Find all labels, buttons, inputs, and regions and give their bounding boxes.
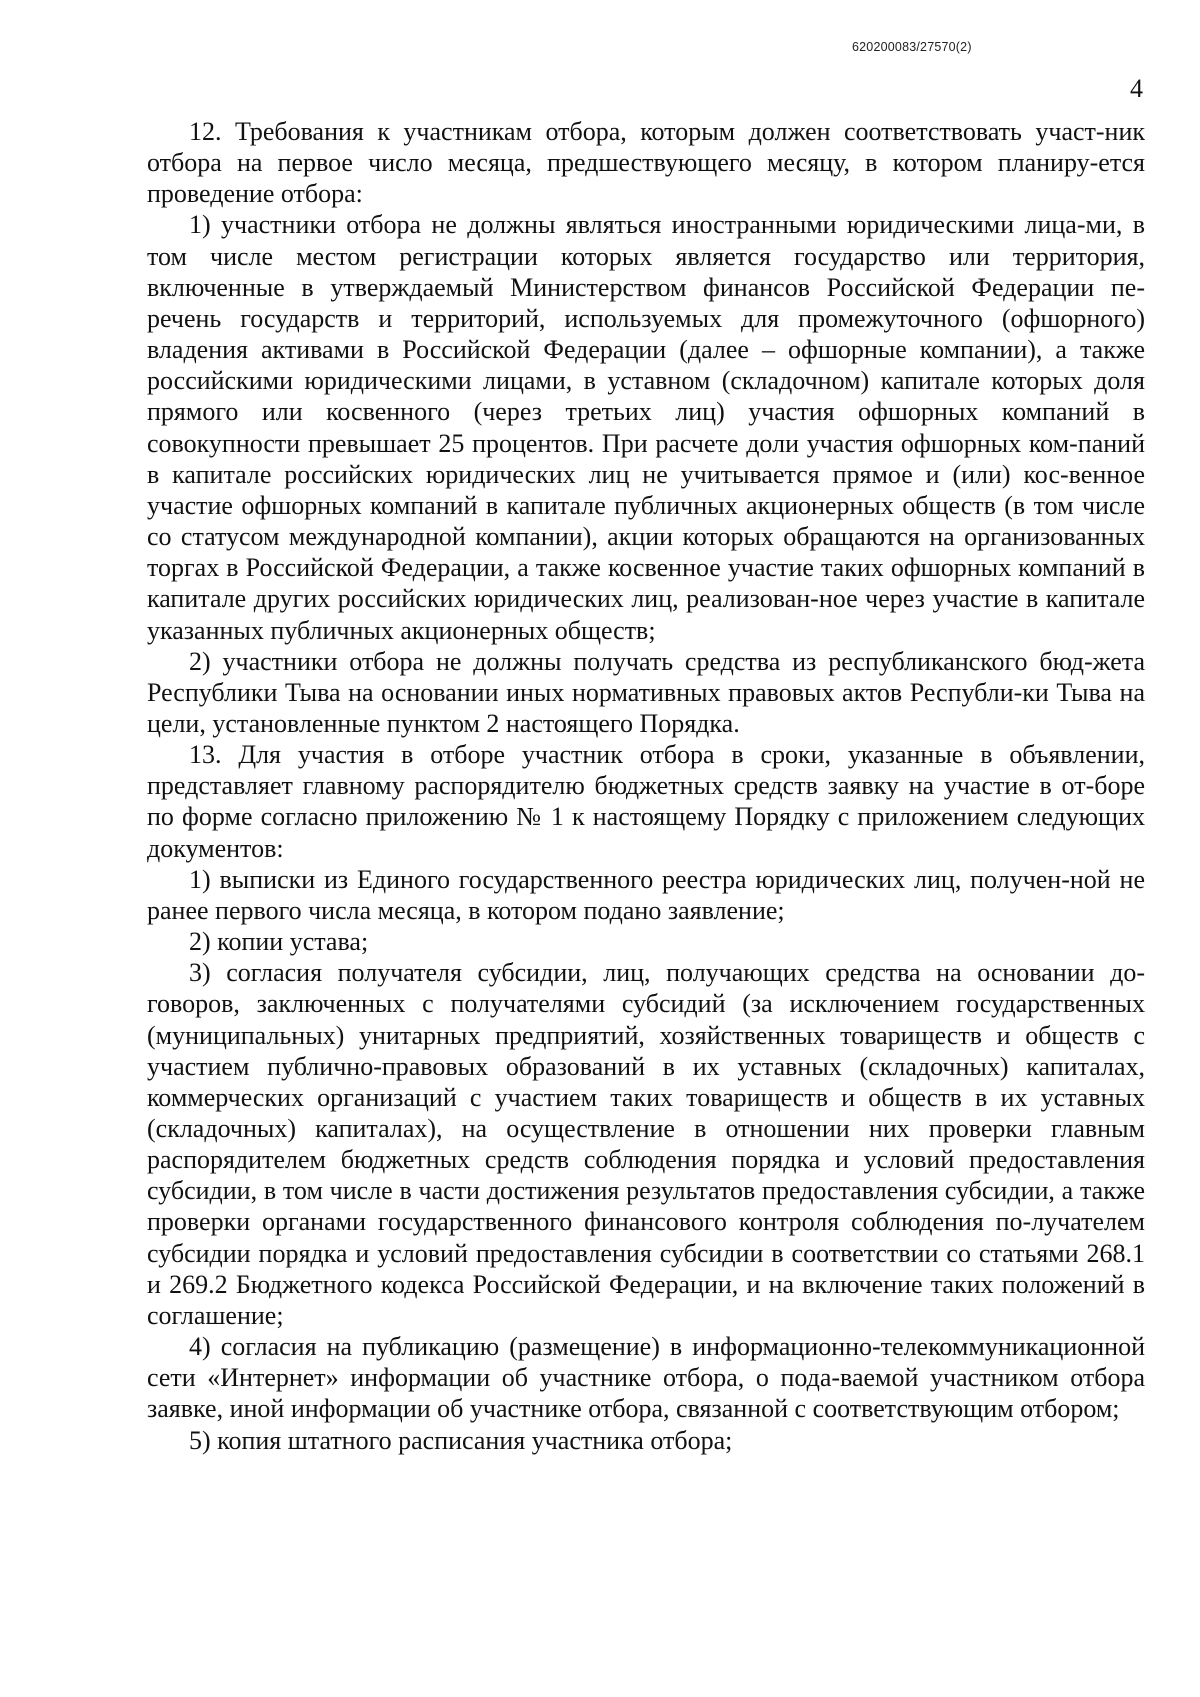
paragraph-13-item-3: 3) согласия получателя субсидии, лиц, получающих средства на основании до-говоров, заключенных с получателями субсидий (за исключением государственных (муниципальных) унитарных предприятий, хозяйственных товариществ и обществ с участием публично-правовых образований в их уставных (складочных) капиталах, коммерческих организаций с участием таких товариществ и обществ в их уставных (складочных) капиталах), на осуществление в отношении них проверки главным распорядителем бюджетных средств соблюдения порядка и условий предоставления субсидии, в том числе в части достижения результатов предоставления субсидии, а также проверки органами государственного финансового контроля соблюдения по-лучателем субсидии порядка и условий предоставления субсидии в соответствии со статьями 268.1 и 269.2 Бюджетного кодекса Российской Федерации, и на включение таких положений в соглашение; <box>147 958 1145 1330</box>
paragraph-13-item-1: 1) выписки из Единого государственного реестра юридических лиц, получен-ной не ранее первого числа месяца, в котором подано заявление; <box>147 864 1145 925</box>
paragraph-13-item-2: 2) копии устава; <box>189 927 369 957</box>
document-id: 620200083/27570(2) <box>852 40 972 54</box>
page-number: 4 <box>1130 74 1143 103</box>
paragraph-12-item-2: 2) участники отбора не должны получать средства из республиканского бюд-жета Республики Тыва на основании иных нормативных правовых актов Республи-ки Тыва на цели, установленные пунктом 2 настоящего Порядка. <box>147 646 1145 738</box>
paragraph-13-item-5: 5) копия штатного расписания участника отбора; <box>189 1425 733 1455</box>
document-body <box>147 116 1145 1456</box>
paragraph-13-application: 13. Для участия в отборе участник отбора в сроки, указанные в объявлении, представляет главному распорядителю бюджетных средств заявку на участие в от-боре по форме согласно приложению № 1 к настоящему Порядку с приложением следующих документов: <box>147 740 1145 863</box>
paragraph-12-requirements: 12. Требования к участникам отбора, которым должен соответствовать участ-ник отбора на первое число месяца, предшествующего месяцу, в котором планиру-ется проведение отбора: <box>147 117 1145 209</box>
paragraph-13-item-4: 4) согласия на публикацию (размещение) в информационно-телекоммуникационной сети «Интернет» информации об участнике отбора, о пода-ваемой участником отбора заявке, иной информации об участнике отбора, связанной с соответствующим отбором; <box>147 1332 1145 1424</box>
paragraph-12-item-1: 1) участники отбора не должны являться иностранными юридическими лица-ми, в том числе местом регистрации которых является государство или территория, включенные в утверждаемый Министерством финансов Российской Федерации пе-речень государств и территорий, используемых для промежуточного (офшорного) владения активами в Российской Федерации (далее – офшорные компании), а также российскими юридическими лицами, в уставном (складочном) капитале которых доля прямого или косвенного (через третьих лиц) участия офшорных компаний в совокупности превышает 25 процентов. При расчете доли участия офшорных ком-паний в капитале российских юридических лиц не учитывается прямое и (или) кос-венное участие офшорных компаний в капитале публичных акционерных обществ (в том числе со статусом международной компании), акции которых обращаются на организованных торгах в Российской Федерации, а также косвенное участие таких офшорных компаний в капитале других российских юридических лиц, реализован-ное через участие в капитале указанных публичных акционерных обществ; <box>147 210 1145 645</box>
